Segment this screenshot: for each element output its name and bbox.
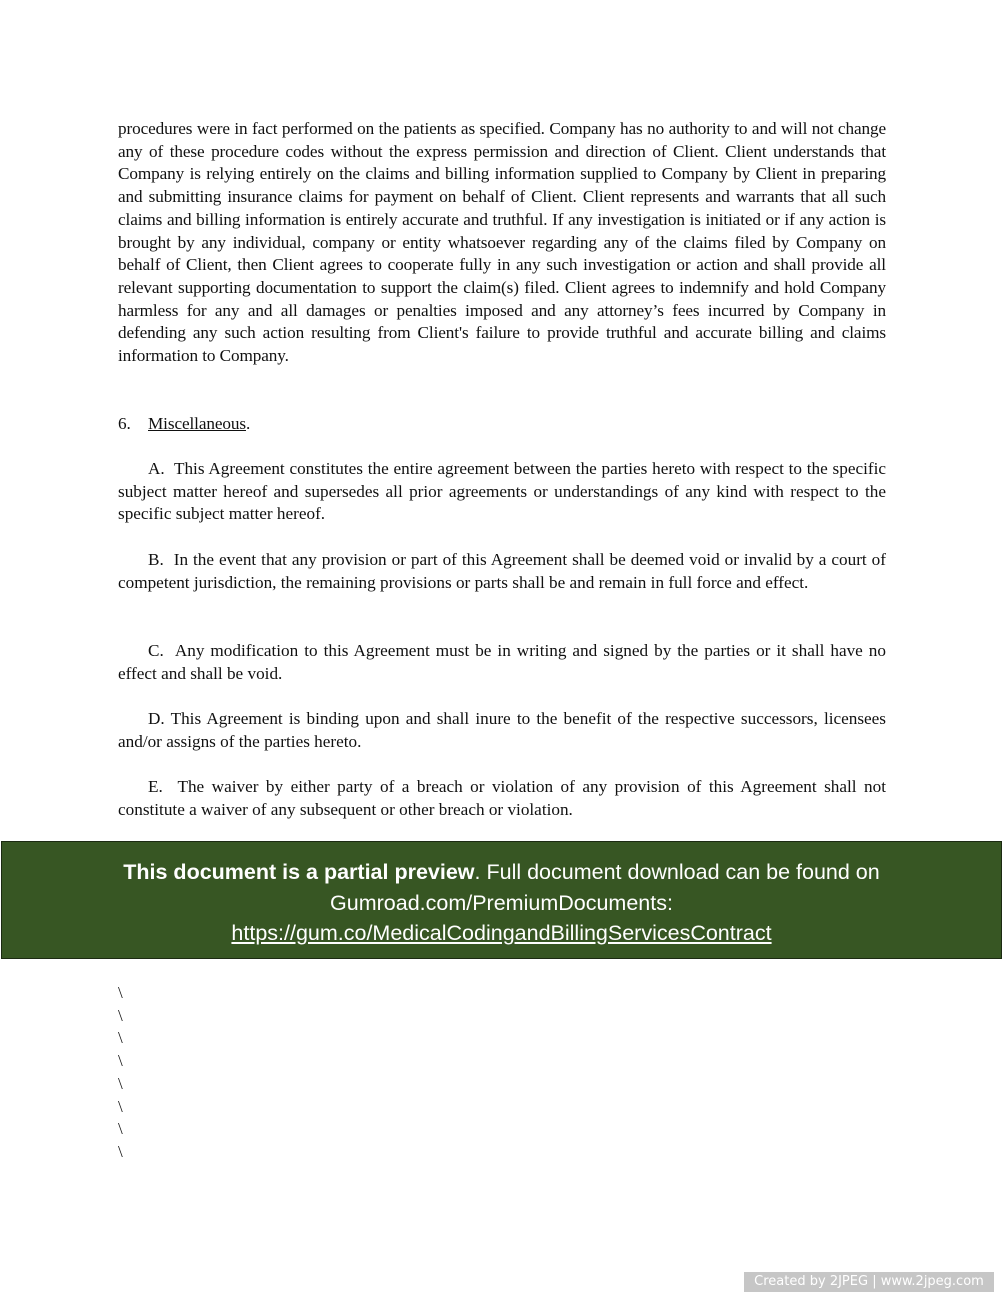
slash-char: \ (118, 1119, 123, 1139)
clause-text: The waiver by either party of a breach or violation of any provision of this Agreement shall not constitute a waiver of any subsequent or other breach or violation. (118, 777, 886, 819)
clause-label: E. (148, 777, 163, 796)
section-number: 6. (118, 414, 131, 433)
clause-label: A. (148, 459, 165, 478)
clause-text: Any modification to this Agreement must be in writing and signed by the parties or it shall have no effect and shall be void. (118, 641, 886, 683)
continued-paragraph (118, 118, 886, 368)
watermark: Created by 2JPEG | www.2jpeg.com (744, 1272, 994, 1292)
banner-text: . Full document download can be found on (474, 860, 880, 884)
section-title: Miscellaneous (148, 414, 246, 433)
banner-bold-text: This document is a partial preview (123, 860, 475, 884)
banner-line-1 (2, 857, 1001, 888)
clause-text: This Agreement constitutes the entire agreement between the parties hereto with respect to the specific subject matter hereof and supersedes all prior agreements or understandings of any kind with respect to the specific subject matter hereof. (118, 459, 886, 524)
slash-char: \ (118, 1073, 123, 1093)
download-link[interactable]: https://gum.co/MedicalCodingandBillingServicesContract (231, 921, 772, 945)
clause-b (118, 549, 886, 594)
slash-char: \ (118, 983, 123, 1002)
clause-label: D. (148, 709, 165, 728)
slash-char: \ (118, 1028, 123, 1048)
paragraph-text: procedures were in fact performed on the patients as specified. Company has no authority to and will not change any of these procedure codes without the express permission and direction of Client. Client understands that Company is relying entirely on the claims and billing information supplied to Company by Client in preparing and submitting insurance claims for payment on behalf of Client. Client represents and warrants that all such claims and billing information is entirely accurate and truthful. If any investigation is initiated or if any action is brought by any individual, company or entity whatsoever regarding any of the claims filed by Company on behalf of Client, then Client agrees to cooperate fully in any such investigation or action and shall provide all relevant supporting documentation to support the claim(s) filed. Client agrees to indemnify and hold Company harmless for any and all damages or penalties imposed and any attorney’s fees incurred by Company in defending any such action resulting from Client's failure to provide truthful and accurate billing and claims information to Company. (118, 119, 886, 366)
banner-line-2: Gumroad.com/PremiumDocuments: (330, 890, 673, 915)
clause-c (118, 640, 886, 685)
clause-label: B. (148, 550, 164, 569)
slash-char: \ (118, 1141, 123, 1161)
partial-preview-banner (1, 841, 1002, 959)
section-heading (118, 413, 886, 436)
clause-a (118, 458, 886, 526)
slash-char: \ (118, 1051, 123, 1071)
clause-text: In the event that any provision or part of this Agreement shall be deemed void or invalid by a court of competent jurisdiction, the remaining provisions or parts shall be and remain in full force and effect. (118, 550, 886, 592)
clause-e (118, 776, 886, 821)
section-title-suffix: . (245, 414, 251, 433)
clause-d (118, 708, 886, 753)
clause-text: This Agreement is binding upon and shall inure to the benefit of the respective successors, licensees and/or assigns of the parties hereto. (118, 709, 886, 751)
trailing-slashes (118, 982, 123, 1164)
slash-char: \ (118, 1096, 123, 1116)
clause-label: C. (148, 641, 164, 660)
slash-char: \ (118, 1005, 123, 1025)
